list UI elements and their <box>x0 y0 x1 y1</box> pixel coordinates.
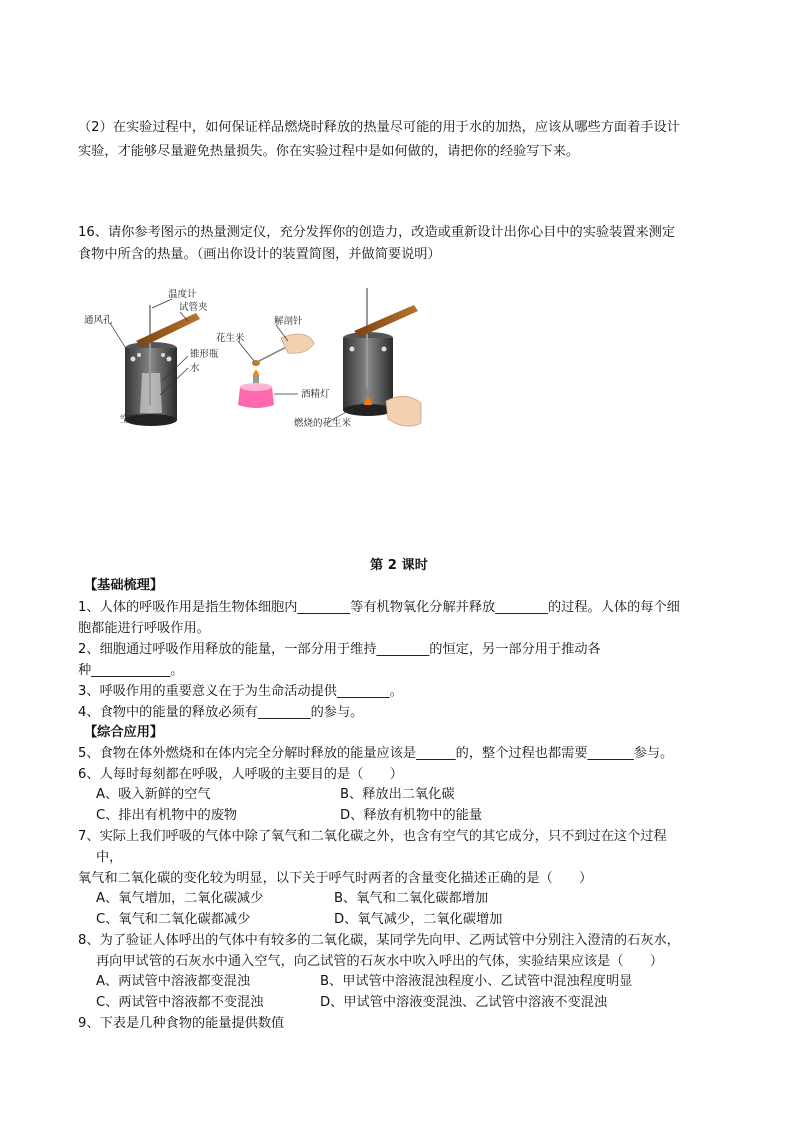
label-peanut: 花生米 <box>216 333 245 344</box>
q16-line1: 16、请你参考图示的热量测定仪，充分发挥你的创造力，改造或重新设计出你心目中的实验装置来测定 <box>78 225 676 240</box>
q6-option-b: B、释放出二氧化碳 <box>340 787 455 802</box>
q6-option-c: C、排出有机物中的废物 <box>96 808 238 823</box>
q6-stem: 6、人每时每刻都在呼吸，人呼吸的主要目的是（ ） <box>78 767 403 782</box>
q7-stem-2: 中， <box>96 850 123 865</box>
q7-option-b: B、氧气和二氧化碳都增加 <box>334 891 489 906</box>
q9: 9、下表是几种食物的能量提供数值 <box>78 1016 285 1031</box>
q5: 5、食物在体外燃烧和在体内完全分解时释放的能量应该是______的，整个过程也都需要_______参与。 <box>78 746 674 761</box>
basic-line-5: 3、呼吸作用的重要意义在于为生命活动提供________。 <box>78 684 403 699</box>
q7-stem-1: 7、实际上我们呼吸的气体中除了氧气和二氧化碳之外，也含有空气的其它成分，只不到过在这个过程 <box>78 829 667 844</box>
calorimeter-figure <box>76 283 426 461</box>
label-flask: 锥形瓶 <box>190 349 219 360</box>
q7-option-c: C、氧气和二氧化碳都减少 <box>96 912 251 927</box>
q15-part2-line2: 实验，才能够尽量避免热量损失。你在实验过程中是如何做的，请把你的经验写下来。 <box>78 144 580 159</box>
applied-header: 【综合应用】 <box>84 725 164 740</box>
label-vent: 通风孔 <box>84 315 113 326</box>
label-can: 空罐 <box>120 414 140 425</box>
q8-option-c: C、两试管中溶液都不变混浊 <box>96 995 264 1010</box>
q7-stem-3: 氧气和二氧化碳的变化较为明显，以下关于呼气时两者的含量变化描述正确的是（ ） <box>78 871 593 886</box>
q8-stem-1: 8、为了验证人体呼出的气体中有较多的二氧化碳，某同学先向甲、乙两试管中分别注入澄清的石灰水， <box>78 933 680 948</box>
right-can-illustration <box>343 288 421 426</box>
q8-option-d: D、甲试管中溶液变混浊、乙试管中溶液不变混浊 <box>320 995 608 1010</box>
label-lamp: 酒精灯 <box>301 389 330 400</box>
basic-line-4: 种____________。 <box>78 663 184 678</box>
left-can-illustration <box>125 305 200 426</box>
label-burning-peanut: 燃烧的花生米 <box>294 418 352 429</box>
basic-line-3: 2、细胞通过呼吸作用释放的能量，一部分用于维持________的恒定，另一部分用于推动各 <box>78 642 601 657</box>
q8-option-b: B、甲试管中溶液混浊程度小、乙试管中混浊程度明显 <box>320 974 633 989</box>
label-thermometer: 温度计 <box>168 289 197 300</box>
basic-line-1: 1、人体的呼吸作用是指生物体细胞内________等有机物氧化分解并释放________的过程。人体的每个细 <box>78 600 680 615</box>
q6-option-a: A、吸入新鲜的空气 <box>96 787 211 802</box>
label-water: 水 <box>190 363 200 374</box>
basic-line-6: 4、食物中的能量的释放必须有________的参与。 <box>78 705 364 720</box>
basic-header: 【基础梳理】 <box>84 578 164 593</box>
q8-stem-2: 再向甲试管的石灰水中通入空气，向乙试管的石灰水中吹入呼出的气体，实验结果应该是（ ） <box>96 954 664 969</box>
q16-line2: 食物中所含的热量。（画出你设计的装置简图，并做简要说明） <box>78 247 441 262</box>
q15-part2-line1: （2）在实验过程中，如何保证样品燃烧时释放的热量尽可能的用于水的加热，应该从哪些方面着手设计 <box>78 120 680 135</box>
label-needle: 解剖针 <box>274 316 303 327</box>
basic-line-2: 胞都能进行呼吸作用。 <box>78 621 210 636</box>
section-title: 第 2 课时 <box>370 558 428 573</box>
q6-option-d: D、释放有机物中的能量 <box>340 808 483 823</box>
q8-option-a: A、两试管中溶液都变混浊 <box>96 974 251 989</box>
label-tube-clamp: 试管夹 <box>179 302 208 313</box>
q7-option-a: A、氧气增加，二氧化碳减少 <box>96 891 264 906</box>
q7-option-d: D、氧气减少，二氧化碳增加 <box>334 912 503 927</box>
